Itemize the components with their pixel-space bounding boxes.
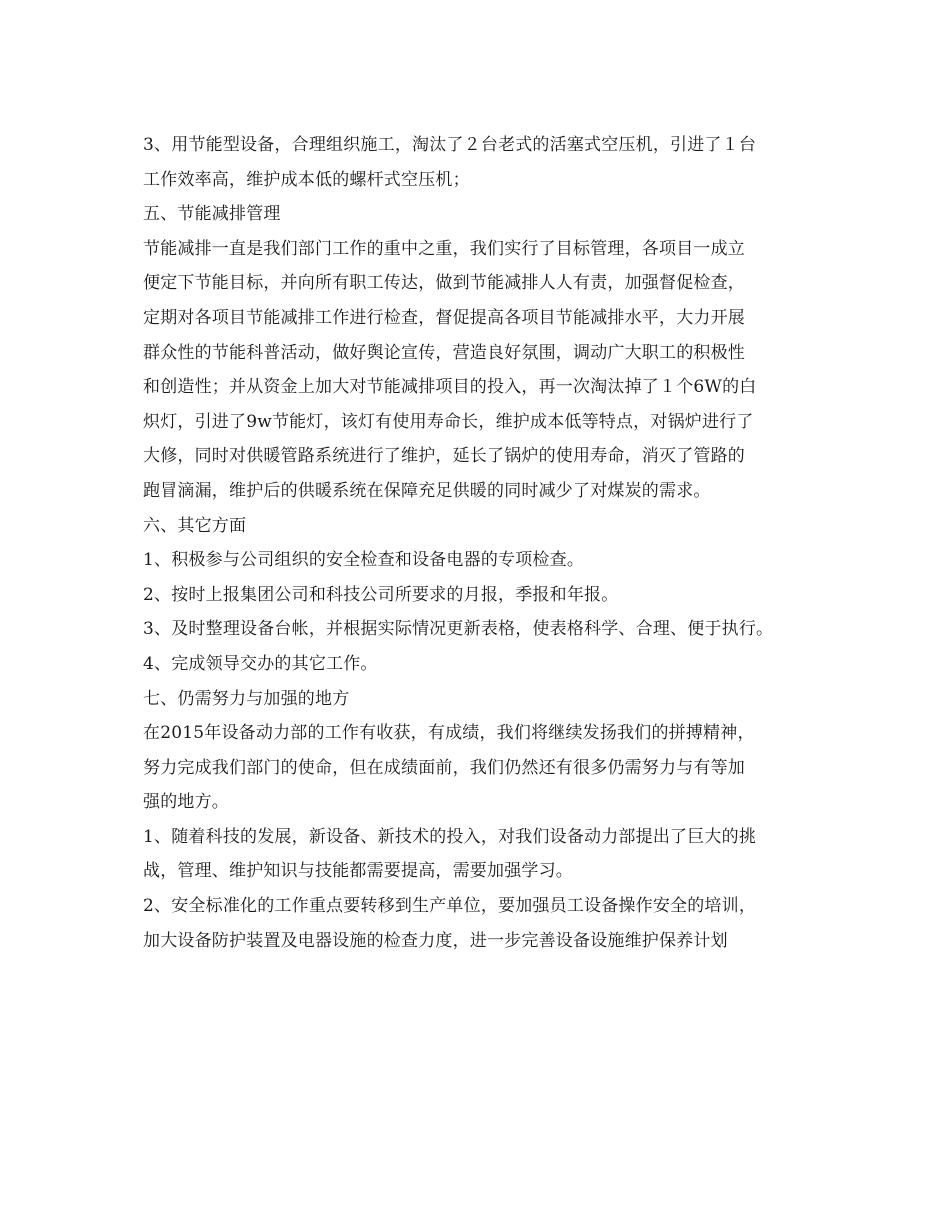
text-line: 和创造性；并从资金上加大对节能减排项目的投入，再一次淘汰掉了１个6W的白: [143, 377, 757, 398]
text-line: 加大设备防护装置及电器设施的检查力度，进一步完善设备设施维护保养计划: [143, 930, 728, 951]
text-line: 强的地方。: [143, 792, 229, 813]
document-body: [143, 128, 843, 958]
text-line: 群众性的节能科普活动，做好舆论宣传，营造良好氛围，调动广大职工的积极性: [143, 342, 745, 363]
section-heading: 七、仍需努力与加强的地方: [143, 688, 350, 709]
text-line: 努力完成我们部门的使命，但在成绩面前，我们仍然还有很多仍需努力与有等加: [143, 757, 745, 778]
text-line: 便定下节能目标，并向所有职工传达，做到节能减排人人有责，加强督促检查，: [143, 273, 745, 294]
list-item: 2、按时上报集团公司和科技公司所要求的月报，季报和年报。: [143, 584, 619, 605]
section-heading: 五、节能减排管理: [143, 204, 281, 225]
list-item: 1、积极参与公司组织的安全检查和设备电器的专项检查。: [143, 550, 585, 571]
text-line: 大修，同时对供暖管路系统进行了维护，延长了锅炉的使用寿命，消灭了管路的: [143, 446, 745, 467]
section-heading: 六、其它方面: [143, 515, 247, 536]
text-line: 工作效率高，维护成本低的螺杆式空压机；: [143, 169, 470, 190]
list-item: 3、及时整理设备台帐，并根据实际情况更新表格，使表格科学、合理、便于执行。: [143, 619, 774, 640]
text-line: 3、用节能型设备，合理组织施工，淘汰了２台老式的活塞式空压机，引进了１台: [143, 135, 757, 155]
text-line: 炽灯，引进了9w节能灯，该灯有使用寿命长，维护成本低等特点，对锅炉进行了: [143, 411, 754, 432]
text-line: 跑冒滴漏，维护后的供暖系统在保障充足供暖的同时减少了对煤炭的需求。: [143, 480, 711, 501]
text-line: 在2015年设备动力部的工作有收获，有成绩，我们将继续发扬我们的拼搏精神，: [143, 723, 755, 744]
text-line: 定期对各项目节能减排工作进行检查，督促提高各项目节能减排水平，大力开展: [143, 307, 745, 328]
list-item: 4、完成领导交办的其它工作。: [143, 653, 378, 674]
list-item: 2、安全标准化的工作重点要转移到生产单位，要加强员工设备操作安全的培训，: [143, 896, 757, 917]
text-line: 节能减排一直是我们部门工作的重中之重，我们实行了目标管理，各项目一成立: [143, 238, 745, 259]
text-line: 战，管理、维护知识与技能都需要提高，需要加强学习。: [143, 861, 573, 882]
list-item: 1、随着科技的发展，新设备、新技术的投入，对我们设备动力部提出了巨大的挑: [143, 826, 757, 847]
